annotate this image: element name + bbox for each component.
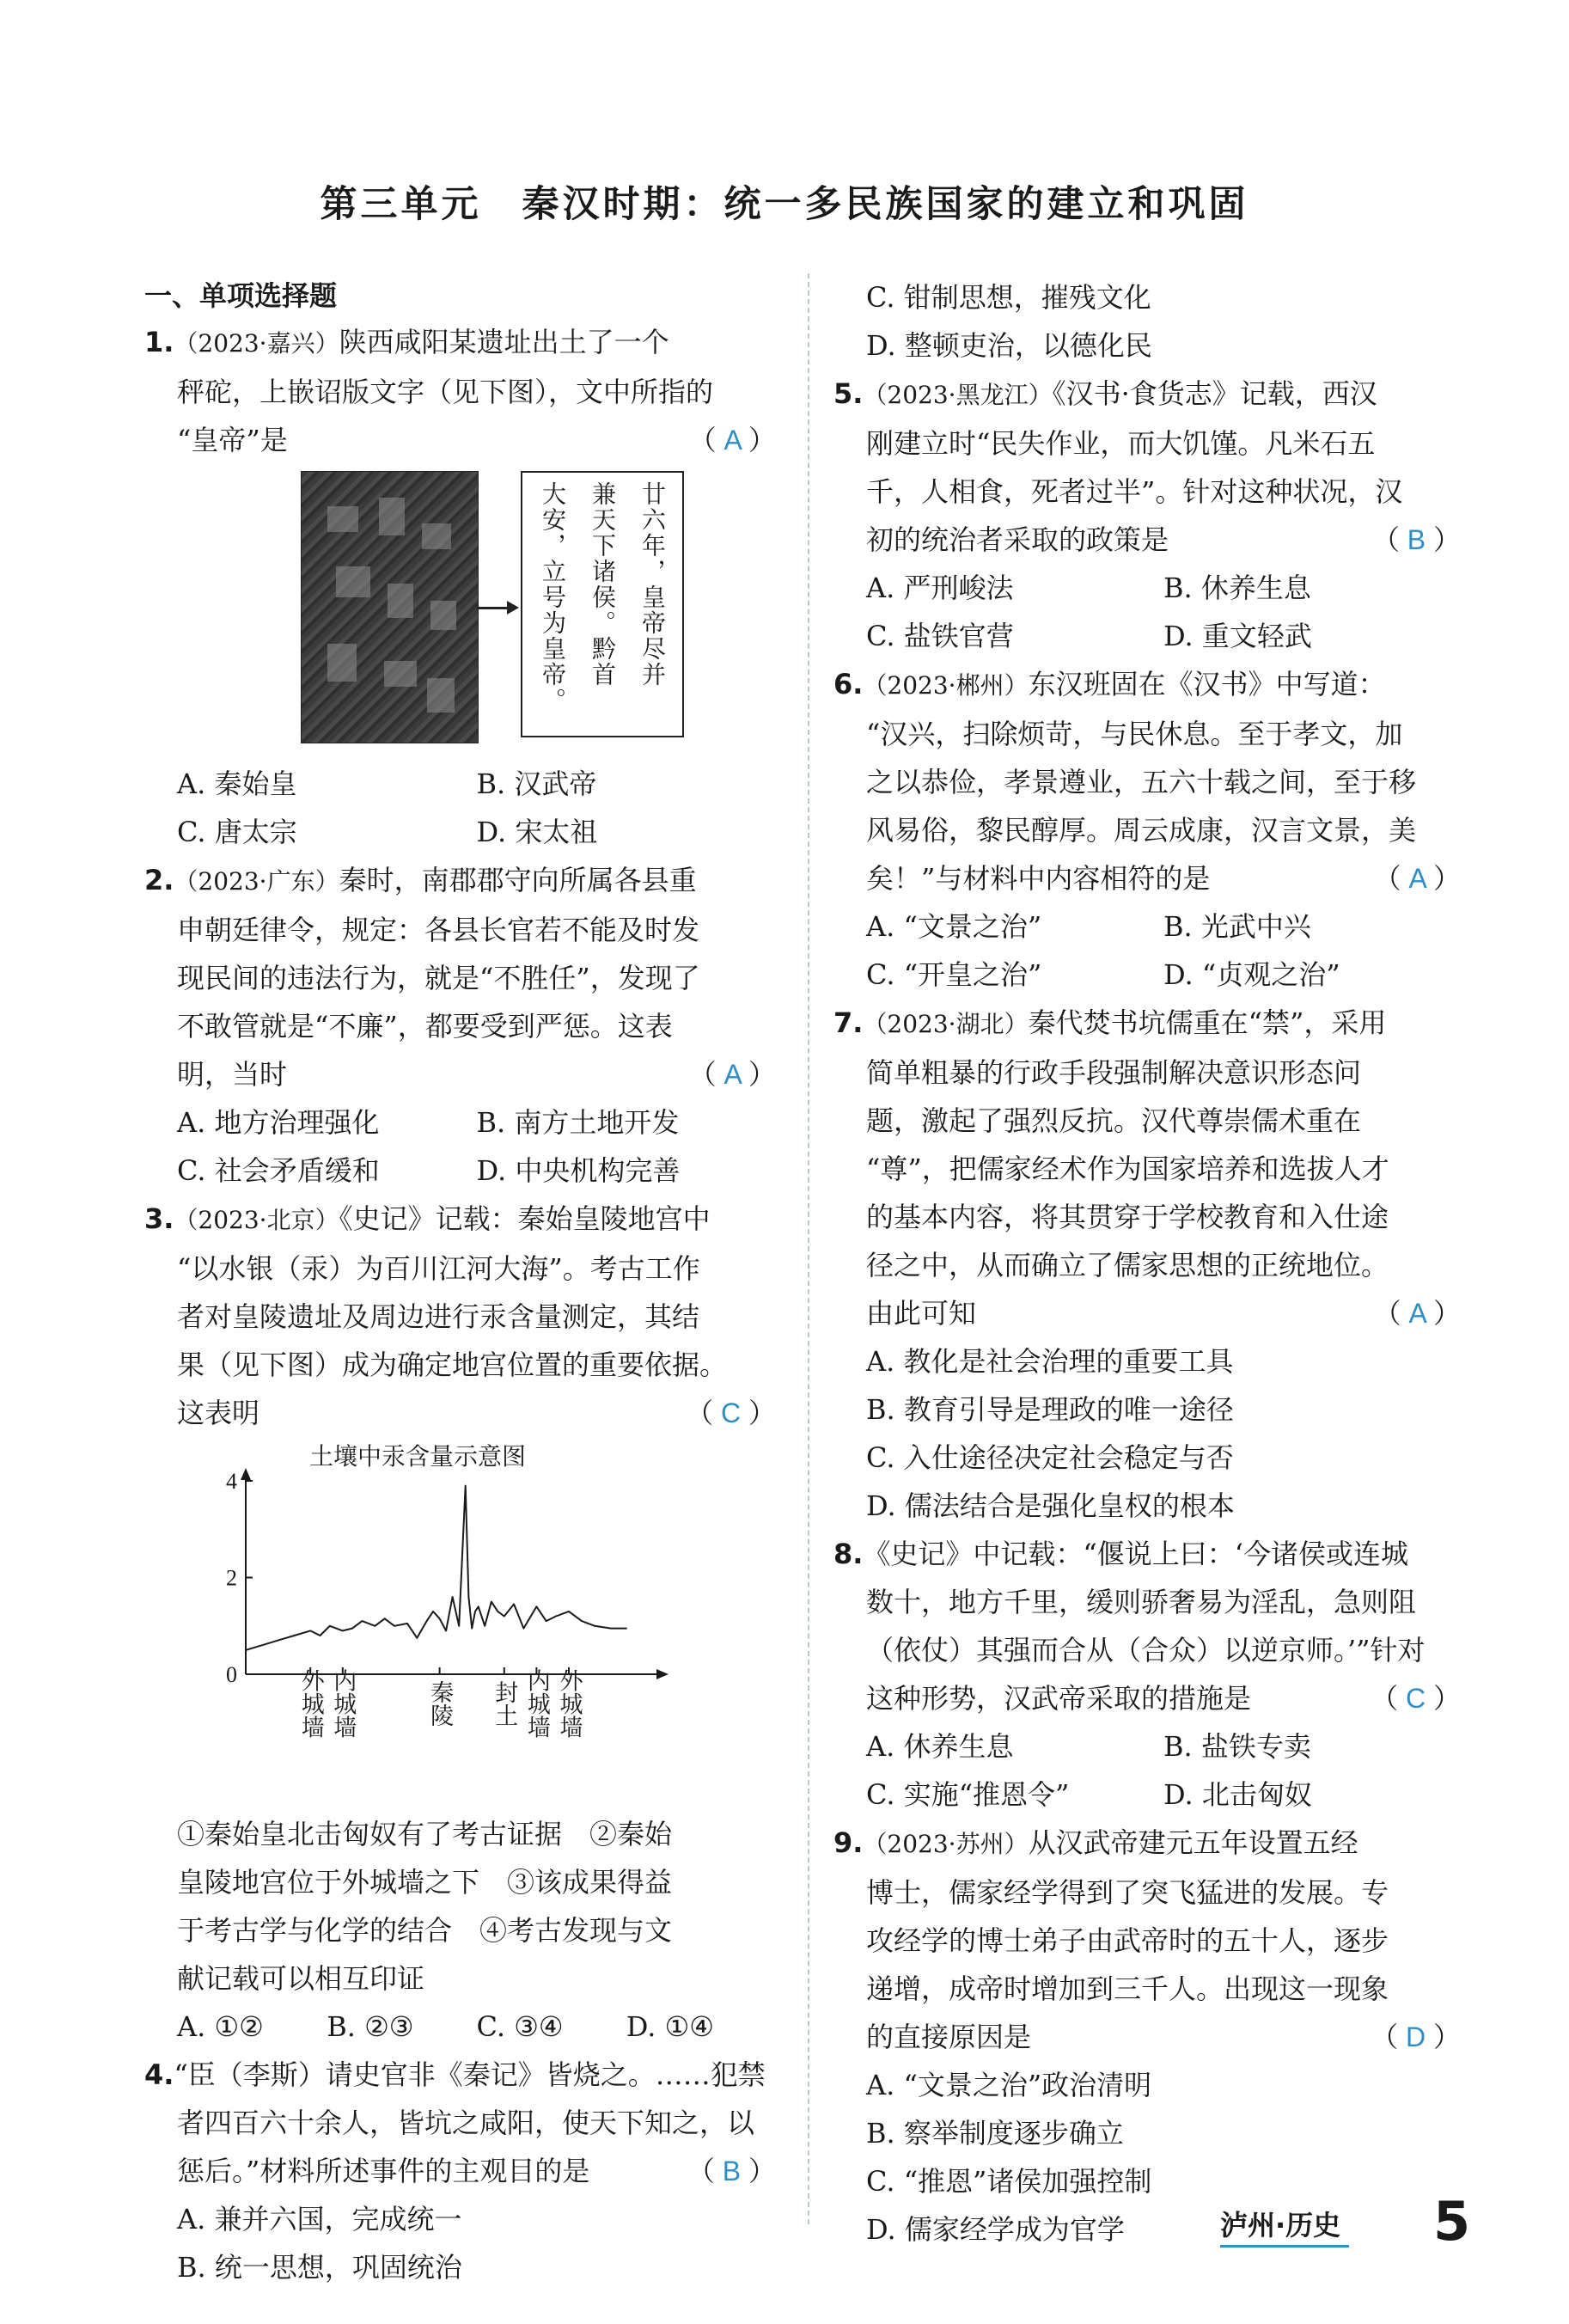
x-tick-label: 内城墙 (329, 1668, 357, 1739)
stem-line: 不敢管就是“不廉”，都要受到严惩。这表 (177, 1010, 673, 1043)
option-c[interactable]: C. 入仕途径决定社会稳定与否 (866, 1441, 1234, 1474)
mercury-chart-figure (144, 1442, 776, 1803)
stem-line: 申朝廷律令，规定：各县长官若不能及时发 (177, 914, 700, 946)
statement-line: 皇陵地宫位于外城墙之下 ③该成果得益 (177, 1866, 673, 1899)
edict-rubbing-figure (144, 471, 776, 755)
x-tick-label: 外城墙 (296, 1668, 324, 1739)
stem-line: “臣（李斯）请史官非《秦记》皆烧之。……犯禁 (174, 2058, 766, 2091)
stem-line: 千，人相食，死者过半”。针对这种状况，汉 (866, 475, 1403, 508)
stem-line: 径之中，从而确立了儒家思想的正统地位。 (866, 1249, 1389, 1281)
arrow-right-icon (507, 601, 519, 615)
x-tick-label: 内城墙 (522, 1668, 550, 1739)
stem-line: 果（见下图）成为确定地宫位置的重要依据。 (177, 1349, 728, 1381)
question-number: 1. (144, 326, 174, 358)
answer-letter: A (1408, 1298, 1426, 1329)
stem-line: 者对皇陵遗址及周边进行汞含量测定，其结 (177, 1300, 700, 1333)
stem-line: 惩后。”材料所述事件的主观目的是 (177, 2155, 590, 2187)
answer-letter: C (1405, 1683, 1426, 1714)
question-source: （2023·郴州） (863, 671, 1029, 700)
stem-line: “汉兴，扫除烦苛，与民休息。至于孝文，加 (866, 718, 1403, 750)
option-d[interactable]: D. 宋太祖 (476, 816, 598, 848)
stem-line: 题，激起了强烈反抗。汉代尊崇儒术重在 (866, 1104, 1362, 1137)
column-divider (808, 273, 809, 2224)
stem-line: 这表明 (177, 1397, 260, 1429)
y-axis-arrow (241, 1468, 251, 1480)
option-b[interactable]: B. 教育引导是理政的唯一途径 (866, 1393, 1234, 1426)
question-source: （2023·湖北） (863, 1010, 1029, 1038)
question-number: 8. (833, 1538, 864, 1570)
mercury-chart (205, 1442, 686, 1803)
transcription-column: 廿六年，皇帝尽并 (638, 481, 667, 688)
y-tick-label: 2 (226, 1565, 237, 1591)
option-d[interactable]: D. 北击匈奴 (1163, 1778, 1312, 1811)
question-1 (144, 318, 776, 856)
stem-line: 现民间的违法行为，就是“不胜任”，发现了 (177, 962, 700, 994)
question-number: 7. (833, 1006, 864, 1039)
option-c[interactable]: C. 钳制思想，摧残文化 (866, 281, 1151, 314)
option-a[interactable]: A. 地方治理强化 (177, 1106, 380, 1139)
question-number: 2. (144, 864, 174, 896)
question-stem (144, 856, 776, 1098)
question-8 (833, 1530, 1461, 1819)
stem-line: （依仗）其强而合从（合众）以逆京师。’”针对 (866, 1634, 1426, 1667)
question-source: （2023·嘉兴） (174, 329, 339, 358)
options (833, 902, 1461, 999)
answer: （ C ） (686, 1397, 776, 1428)
option-c[interactable]: C. “开皇之治” (866, 958, 1042, 991)
answer-letter: C (720, 1397, 742, 1428)
options (833, 564, 1461, 660)
option-d[interactable]: D. 整顿吏治，以德化民 (866, 329, 1152, 362)
question-stem (833, 370, 1461, 564)
x-tick-label: 封土 (491, 1680, 518, 1727)
stem-line: 者四百六十余人，皆坑之咸阳，使天下知之，以 (177, 2107, 755, 2139)
answer-letter: D (1405, 2021, 1426, 2052)
option-d[interactable]: D. ①④ (626, 2010, 714, 2043)
statements (144, 1810, 776, 2003)
option-b[interactable]: B. 南方土地开发 (476, 1106, 680, 1139)
options (144, 1098, 776, 1195)
stem-line: 《汉书·食货志》记载，西汉 (1052, 377, 1377, 410)
x-tick-label: 秦陵 (426, 1680, 454, 1727)
question-stem (144, 2051, 776, 2195)
question-number: 5. (833, 377, 864, 410)
options (144, 760, 776, 856)
question-stem (833, 1819, 1461, 2061)
answer-letter: B (722, 2156, 742, 2186)
arrow-line (477, 607, 510, 609)
footer-underline (1220, 2245, 1349, 2248)
stem-line: 从汉武帝建元五年设置五经 (1028, 1826, 1358, 1859)
transcription-column: 兼天下诸侯。黔首 (589, 481, 617, 688)
y-tick-label: 4 (226, 1469, 237, 1494)
y-tick-label: 0 (226, 1662, 237, 1687)
options (144, 2003, 776, 2051)
option-c[interactable]: C. “推恩”诸侯加强控制 (866, 2165, 1152, 2198)
x-tick-label: 外城墙 (555, 1668, 583, 1739)
question-number: 4. (144, 2058, 174, 2091)
answer: （ A ） (1373, 863, 1461, 894)
option-a[interactable]: A. “文景之治” (866, 910, 1042, 943)
stem-line: 递增，成帝时增加到三千人。出现这一现象 (866, 1972, 1389, 2005)
question-5 (833, 370, 1461, 660)
option-d[interactable]: D. 重文轻武 (1163, 620, 1312, 652)
answer-letter: B (1407, 524, 1426, 555)
option-b[interactable]: B. 察举制度逐步确立 (866, 2117, 1124, 2150)
option-b[interactable]: B. ②③ (327, 2010, 414, 2043)
option-c[interactable]: C. 唐太宗 (177, 816, 297, 848)
chart-title: 土壤中汞含量示意图 (308, 1442, 527, 1471)
stem-line: 数十，地方千里，缓则骄奢易为淫乱，急则阻 (866, 1586, 1417, 1618)
option-a[interactable]: A. 严刑峻法 (866, 572, 1014, 604)
right-column (833, 273, 1461, 2254)
transcription-column: 大安，立号为皇帝。 (539, 481, 567, 713)
page-footer (1220, 2190, 1478, 2253)
options (833, 1722, 1461, 1819)
stem-line: “以水银（汞）为百川江河大海”。考古工作 (177, 1252, 700, 1285)
page-title: 第三单元 秦汉时期：统一多民族国家的建立和巩固 (320, 183, 1249, 226)
stem-line: 刚建立时“民失作业，而大饥馑。凡米石五 (866, 427, 1376, 460)
question-6 (833, 660, 1461, 999)
stem-line: 矣！”与材料中内容相符的是 (866, 862, 1211, 895)
footer-label: 泸州·历史 (1220, 2209, 1341, 2241)
options (833, 1337, 1461, 1530)
option-a[interactable]: A. ①② (177, 2010, 264, 2043)
question-source: （2023·北京） (174, 1206, 339, 1234)
option-a[interactable]: A. “文景之治”政治清明 (866, 2069, 1152, 2101)
x-axis-arrow (656, 1669, 669, 1679)
question-number: 3. (144, 1202, 174, 1235)
question-7 (833, 999, 1461, 1530)
stem-line: 之以恭俭，孝景遵业，五六十载之间，至于移 (866, 766, 1417, 798)
answer-letter: A (723, 1059, 742, 1090)
question-9 (833, 1819, 1461, 2254)
question-4 (144, 2051, 776, 2291)
stem-line: “皇帝”是 (177, 424, 288, 456)
answer: （ A ） (688, 425, 776, 456)
answer-letter: A (723, 425, 742, 456)
question-source: （2023·黑龙江） (863, 381, 1053, 409)
stem-line: 秦代焚书坑儒重在“禁”，采用 (1028, 1006, 1387, 1039)
edict-rubbing-image (301, 471, 479, 743)
option-d[interactable]: D. 儒家经学成为官学 (866, 2213, 1125, 2246)
statement-line: 于考古学与化学的结合 ④考古发现与文 (177, 1914, 673, 1947)
stem-line: 的直接原因是 (866, 2021, 1032, 2053)
answer-letter: A (1408, 863, 1426, 894)
stem-line: 秦时，南郡郡守向所属各县重 (339, 864, 697, 896)
question-source: （2023·苏州） (863, 1830, 1029, 1858)
statement-line: 献记载可以相互印证 (177, 1962, 425, 1995)
option-d[interactable]: D. 中央机构完善 (476, 1154, 681, 1187)
stem-line: 风易俗，黎民醇厚。周云成康，汉言文景，美 (866, 814, 1417, 847)
answer: （ A ） (1373, 1298, 1461, 1329)
answer: （ D ） (1371, 2021, 1461, 2052)
stem-line: 明，当时 (177, 1058, 288, 1091)
answer: （ B ） (687, 2156, 776, 2186)
question-stem (833, 999, 1461, 1337)
option-c[interactable]: C. 社会矛盾缓和 (177, 1154, 380, 1187)
stem-line: 简单粗暴的行政手段强制解决意识形态问 (866, 1056, 1362, 1089)
statement-line: ①秦始皇北击匈奴有了考古证据 ②秦始 (177, 1818, 673, 1850)
option-a[interactable]: A. 教化是社会治理的重要工具 (866, 1345, 1234, 1378)
question-stem (144, 318, 776, 464)
stem-line: 攻经学的博士弟子由武帝时的五十人，逐步 (866, 1924, 1389, 1957)
question-stem (144, 1195, 776, 1437)
answer: （ C ） (1371, 1683, 1461, 1714)
answer: （ A ） (688, 1059, 776, 1090)
option-a[interactable]: A. 休养生息 (866, 1730, 1014, 1763)
question-4-continued (833, 273, 1461, 370)
option-c[interactable]: C. ③④ (476, 2010, 564, 2043)
section-title: 一、单项选择题 (144, 279, 338, 312)
question-number: 6. (833, 668, 864, 700)
option-c[interactable]: C. 盐铁官营 (866, 620, 1014, 652)
page-number: 5 (1433, 2190, 1471, 2253)
stem-line: 东汉班固在《汉书》中写道： (1028, 668, 1386, 700)
left-column (144, 273, 776, 2291)
edict-transcription (521, 471, 684, 737)
stem-line: 这种形势，汉武帝采取的措施是 (866, 1682, 1252, 1715)
question-3 (144, 1195, 776, 2051)
question-stem (833, 1530, 1461, 1722)
mercury-series-line (246, 1486, 627, 1650)
option-a[interactable]: A. 秦始皇 (177, 768, 297, 800)
options (833, 273, 1461, 370)
stem-line: 秤砣，上嵌诏版文字（见下图），文中所指的 (177, 376, 714, 408)
option-c[interactable]: C. 实施“推恩令” (866, 1778, 1070, 1811)
option-b[interactable]: B. 汉武帝 (476, 768, 597, 800)
stem-line: 《史记》中记载：“偃说上曰：‘今诸侯或连城 (863, 1538, 1408, 1570)
option-b[interactable]: B. 盐铁专卖 (1163, 1730, 1311, 1763)
options (144, 2195, 776, 2291)
question-stem (833, 660, 1461, 902)
question-2 (144, 856, 776, 1195)
option-d[interactable]: D. “贞观之治” (1163, 958, 1340, 991)
stem-line: 《史记》记载：秦始皇陵地宫中 (339, 1202, 711, 1235)
stem-line: 由此可知 (866, 1297, 977, 1330)
stem-line: 的基本内容，将其贯穿于学校教育和入仕途 (866, 1201, 1389, 1233)
option-b[interactable]: B. 休养生息 (1163, 572, 1311, 604)
answer: （ B ） (1371, 524, 1461, 555)
option-a[interactable]: A. 兼并六国，完成统一 (177, 2203, 462, 2235)
option-d[interactable]: D. 儒法结合是强化皇权的根本 (866, 1489, 1235, 1522)
option-b[interactable]: B. 统一思想，巩固统治 (177, 2251, 462, 2284)
option-b[interactable]: B. 光武中兴 (1163, 910, 1311, 943)
stem-line: 初的统治者采取的政策是 (866, 523, 1169, 556)
stem-line: 陕西咸阳某遗址出土了一个 (339, 326, 669, 358)
stem-line: 博士，儒家经学得到了突飞猛进的发展。专 (866, 1876, 1389, 1909)
stem-line: “尊”，把儒家经术作为国家培养和选拔人才 (866, 1153, 1389, 1185)
question-source: （2023·广东） (174, 867, 339, 896)
question-number: 9. (833, 1826, 864, 1859)
